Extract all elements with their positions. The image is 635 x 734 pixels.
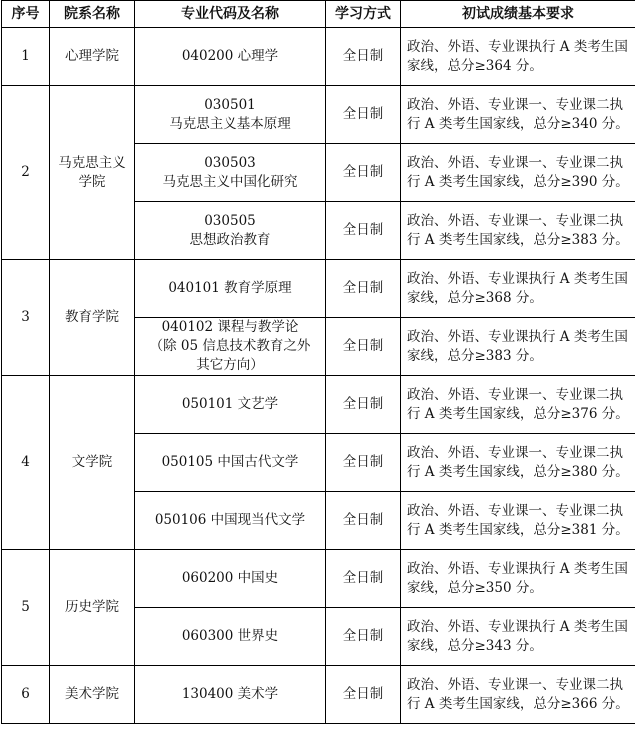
study-mode: 全日制: [326, 86, 401, 144]
department-name: 历史学院: [50, 550, 135, 666]
program-name: 040101 教育学原理: [135, 260, 326, 318]
row-number: 3: [2, 260, 50, 376]
row-number: 6: [2, 666, 50, 724]
row-number: 2: [2, 86, 50, 260]
header-row: [2, 1, 635, 28]
program-name: 030503 马克思主义中国化研究: [135, 144, 326, 202]
table-row: [2, 86, 635, 144]
table-row: [2, 28, 635, 86]
program-name: 050101 文艺学: [135, 376, 326, 434]
score-requirement: 政治、外语、专业课一、专业课二执行 A 类考生国家线，总分≥383 分。: [401, 202, 635, 260]
program-name: 030501 马克思主义基本原理: [135, 86, 326, 144]
department-name: 文学院: [50, 376, 135, 550]
table-row: [2, 666, 635, 724]
header-dept: 院系名称: [50, 1, 135, 28]
department-name: 美术学院: [50, 666, 135, 724]
score-requirement: 政治、外语、专业课执行 A 类考生国家线，总分≥383 分。: [401, 318, 635, 376]
score-requirement: 政治、外语、专业课执行 A 类考生国家线，总分≥343 分。: [401, 608, 635, 666]
program-name: 050105 中国古代文学: [135, 434, 326, 492]
table-row: [2, 376, 635, 434]
header-requirement: 初试成绩基本要求: [401, 1, 635, 28]
header-no: 序号: [2, 1, 50, 28]
row-number: 4: [2, 376, 50, 550]
program-name: 060200 中国史: [135, 550, 326, 608]
score-requirement: 政治、外语、专业课一、专业课二执行 A 类考生国家线，总分≥380 分。: [401, 434, 635, 492]
department-name: 马克思主义 学院: [50, 86, 135, 260]
study-mode: 全日制: [326, 434, 401, 492]
score-requirement: 政治、外语、专业课执行 A 类考生国家线，总分≥368 分。: [401, 260, 635, 318]
score-requirement: 政治、外语、专业课一、专业课二执行 A 类考生国家线，总分≥381 分。: [401, 492, 635, 550]
table-row: [2, 260, 635, 318]
study-mode: 全日制: [326, 28, 401, 86]
program-name: 060300 世界史: [135, 608, 326, 666]
study-mode: 全日制: [326, 376, 401, 434]
score-requirement: 政治、外语、专业课一、专业课二执行 A 类考生国家线，总分≥376 分。: [401, 376, 635, 434]
header-program: 专业代码及名称: [135, 1, 326, 28]
program-name: 030505 思想政治教育: [135, 202, 326, 260]
score-requirement: 政治、外语、专业课一、专业课二执行 A 类考生国家线，总分≥366 分。: [401, 666, 635, 724]
admission-requirements-table: [1, 0, 635, 724]
header-mode: 学习方式: [326, 1, 401, 28]
score-requirement: 政治、外语、专业课一、专业课二执行 A 类考生国家线，总分≥390 分。: [401, 144, 635, 202]
study-mode: 全日制: [326, 550, 401, 608]
study-mode: 全日制: [326, 202, 401, 260]
program-name: 050106 中国现当代文学: [135, 492, 326, 550]
score-requirement: 政治、外语、专业课执行 A 类考生国家线，总分≥364 分。: [401, 28, 635, 86]
study-mode: 全日制: [326, 318, 401, 376]
table-row: [2, 550, 635, 608]
program-name: 040102 课程与教学论 （除 05 信息技术教育之外 其它方向）: [135, 318, 326, 376]
study-mode: 全日制: [326, 260, 401, 318]
row-number: 5: [2, 550, 50, 666]
program-name: 130400 美术学: [135, 666, 326, 724]
department-name: 教育学院: [50, 260, 135, 376]
score-requirement: 政治、外语、专业课执行 A 类考生国家线，总分≥350 分。: [401, 550, 635, 608]
study-mode: 全日制: [326, 492, 401, 550]
row-number: 1: [2, 28, 50, 86]
department-name: 心理学院: [50, 28, 135, 86]
study-mode: 全日制: [326, 144, 401, 202]
study-mode: 全日制: [326, 608, 401, 666]
program-name: 040200 心理学: [135, 28, 326, 86]
score-requirement: 政治、外语、专业课一、专业课二执行 A 类考生国家线，总分≥340 分。: [401, 86, 635, 144]
study-mode: 全日制: [326, 666, 401, 724]
